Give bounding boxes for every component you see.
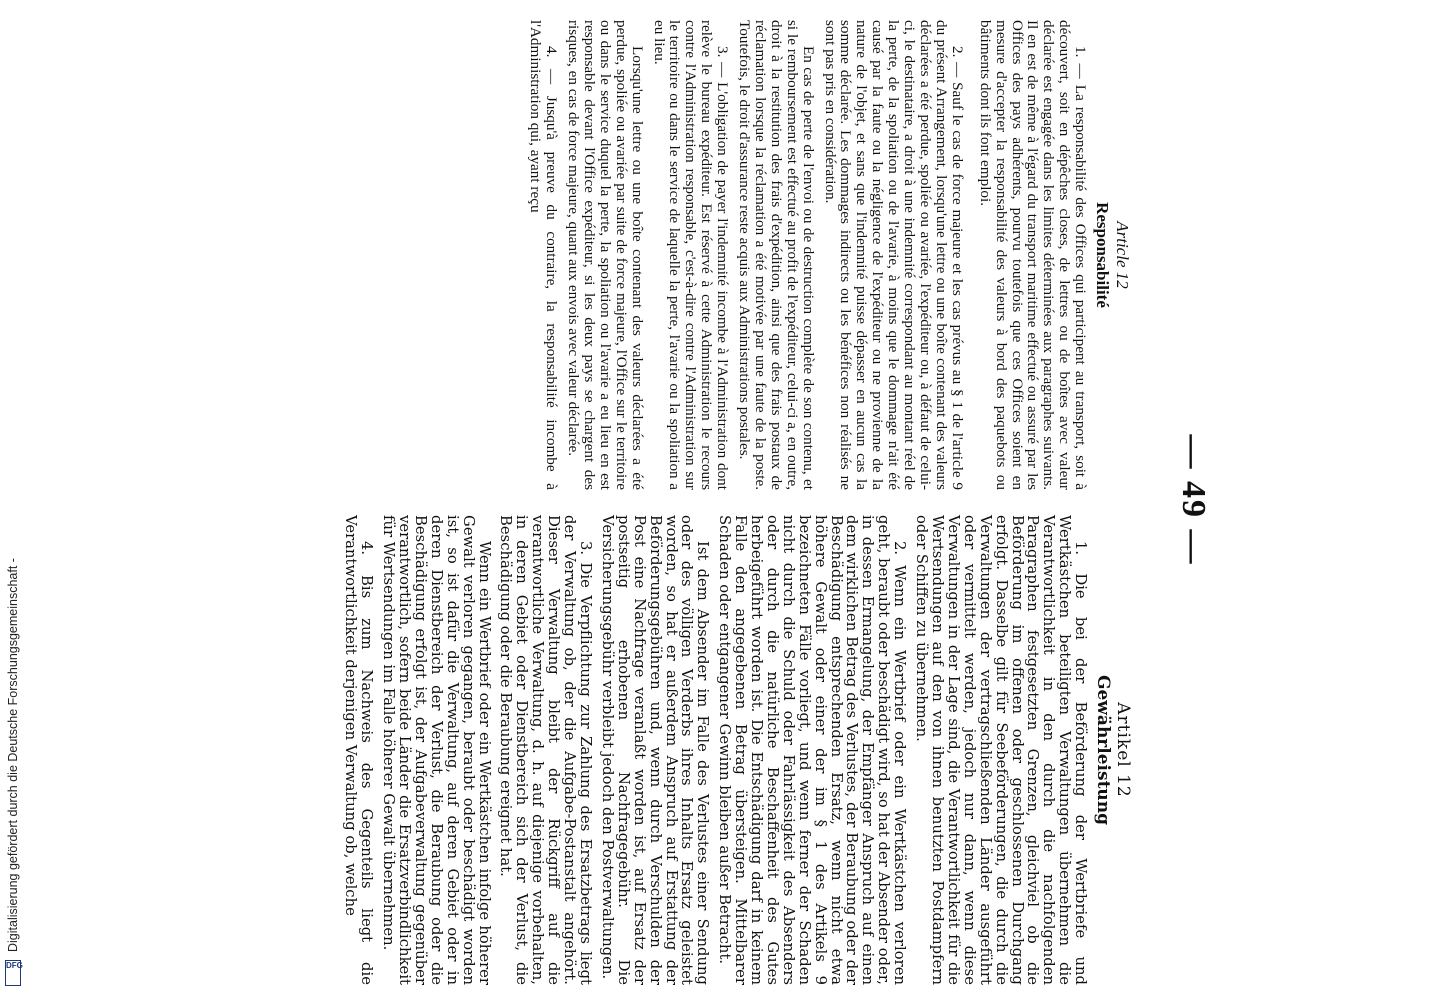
french-column [320, 20, 1130, 490]
article-heading: Gewährleistung [1093, 674, 1114, 826]
paragraph: En cas de perte de l'envoi ou de destruction complète de son contenu, et si le remboursement est effectué au profit de l'expéditeur, celui-ci a, en outre, droit à la restitution des frais d'expédition, ainsi que des frais postaux de réclamation lorsque la réclamation a été motivée par une faute de la poste. Toutefois, le droit d'assurance reste acquis aux Administrations postales. [736, 20, 817, 490]
german-column [320, 515, 1133, 985]
footer-text: Digitalisierung gefördert durch die Deutsche Forschungsgemeinschaft - [6, 558, 20, 952]
article-heading: Responsabilité [1093, 202, 1113, 308]
paragraph: 3. Die Verpflichtung zur Zahlung des Ersatzbetrags liegt der Verwaltung ob, der die Aufgabe-Postanstalt angehört. Dieser Verwaltung bleibt der Rückgriff auf die verantwortliche Verwaltung, d. h. auf diejenige vorbehalten, in deren Gebiet oder Dienstbereich sich der Verlust, die Beschädigung oder die Beraubung ereignet hat. [497, 515, 594, 985]
article-title: Article 12 [1113, 221, 1132, 289]
paragraph: 4. — Jusqu'à preuve du contraire, la responsabilité incombe à l'Administration qui, ayant reçu [527, 20, 561, 490]
paragraph: Wenn ein Wertbrief oder ein Wertkästchen infolge höherer Gewalt verloren gegangen, beraubt oder beschädigt worden ist, so ist dafür die Verwaltung, auf deren Gebiet oder in deren Dienstbereich der Verlust, die Beraubung oder die Beschädigung erfolgt ist, der Aufgabeverwaltung gegenüber verantwortlich, sofern beide Länder die Ersatzverbindlichkeit für Wertsendungen im Falle höherer Gewalt übernehmen. [380, 515, 493, 985]
paragraph: 1. — La responsabilité des Offices qui participent au transport, soit à découvert, soit en dépêches closes, de lettres ou de boîtes avec valeur déclarée est engagée dans les limites déterminées aux paragraphes suivants. Il en est de même à l'égard du transport maritime effectué ou assuré par les Offices des pays adhérents, pourvu toutefois que ces Offices soient en mesure d'accepter la responsabilité des valeurs à bord des paquebots ou bâtiments dont ils font emploi. [976, 20, 1090, 490]
paragraph: 1. Die bei der Beförderung der Wertbriefe und Wertkästchen beteiligten Verwaltungen übernehmen die Verantwortlichkeit in den durch die nachfolgenden Paragraphen festgesetzten Grenzen, gleichviel ob die Beförderung im offenen oder geschlossenen Durchgang erfolgt. Dasselbe gilt für Seebeförderungen, die durch die Verwaltungen der vertragschließenden Länder ausgeführt oder vermittelt werden, jedoch nur dann, wenn diese Verwaltungen in der Lage sind, die Verantwortlichkeit für die Wertsendungen auf den von ihnen benutzten Postdampfern oder Schiffen zu übernehmen. [913, 515, 1090, 985]
paragraph: Lorsqu'une lettre ou une boîte contenant des valeurs déclarées a été perdue, spoliée ou avariée par suite de force majeure, l'Office sur le territoire ou dans le service duquel la perte, la spoliation ou l'avarie a eu lieu en est responsable devant l'Office expéditeur, si les deux pays se chargent des risques, en cas de force majeure, quant aux envois avec valeur déclarée. [565, 20, 646, 490]
paragraph: Ist dem Absender im Falle des Verlustes einer Sendung oder des völligen Verderbs ihres Inhalts Ersatz geleistet worden, so hat er außerdem Anspruch auf Erstattung der Beförderungsgebühren und, wenn durch Verschulden der Post eine Nachfrage veranlaßt worden ist, auf Ersatz der postseitig erhobenen Nachfragegebühr. Die Versicherungsgebühr verbleibt jedoch den Postverwaltungen. [598, 515, 712, 985]
paragraph: 2. — Sauf le cas de force majeure et les cas prévus au § 1 de l'article 9 du présent Arrangement, lorsqu'une lettre ou une boîte contenant des valeurs déclarées a été perdue, spoliée ou avariée, l'expéditeur ou, à défaut de celui-ci, le destinataire, a droit à une indemnité correspondant au montant réel de la perte, de la spoliation ou de l'avarie, à moins que le dommage n'ait été causé par la faute ou la négligence de l'expéditeur ou ne provienne de la nature de l'objet, et sans que l'indemnité puisse dépasser en aucun cas la somme déclarée. Les dommages indirects ou les bénéfices non réalisés ne sont pas pris en considération. [821, 20, 966, 490]
dfg-logo: DFG [5, 960, 21, 986]
paragraph: 2. Wenn ein Wertbrief oder ein Wertkästchen verloren geht, beraubt oder beschädigt wird, so hat der Absender oder, in dessen Ermangelung, der Empfänger Anspruch auf einen dem wirklichen Betrag des Verlustes, der Beraubung oder der Beschädigung entsprechenden Ersatz, wenn nicht etwa höhere Gewalt oder einer der im § 1 des Artikels 9 bezeichneten Fälle vorliegt, und wenn ferner der Schaden nicht durch die Schuld oder Fahrlässigkeit des Absenders oder durch die natürliche Beschaffenheit des Gutes herbeigeführt worden ist. Die Entschädigung darf in keinem Falle den angegebenen Betrag übersteigen. Mittelbarer Schaden oder entgangener Gewinn bleiben außer Betracht. [716, 515, 909, 985]
digitization-footer [2, 2, 24, 992]
rotated-page [310, 0, 1240, 1000]
page-number: — 49 — [1175, 434, 1212, 566]
article-title: Artikel 12 [1113, 702, 1133, 798]
paragraph: 3. — L'obligation de payer l'indemnité incombe à l'Administration dont relève le bureau expéditeur. Est réservé à cette Administration le recours contre l'Administration responsable, c'est-à-dire contre l'Administration sur le territoire ou dans le service de laquelle la perte, l'avarie ou la spoliation a eu lieu. [650, 20, 732, 490]
paragraph: 4. Bis zum Nachweis des Gegenteils liegt die Verantwortlichkeit derjenigen Verwaltung ob, welche [342, 515, 376, 985]
